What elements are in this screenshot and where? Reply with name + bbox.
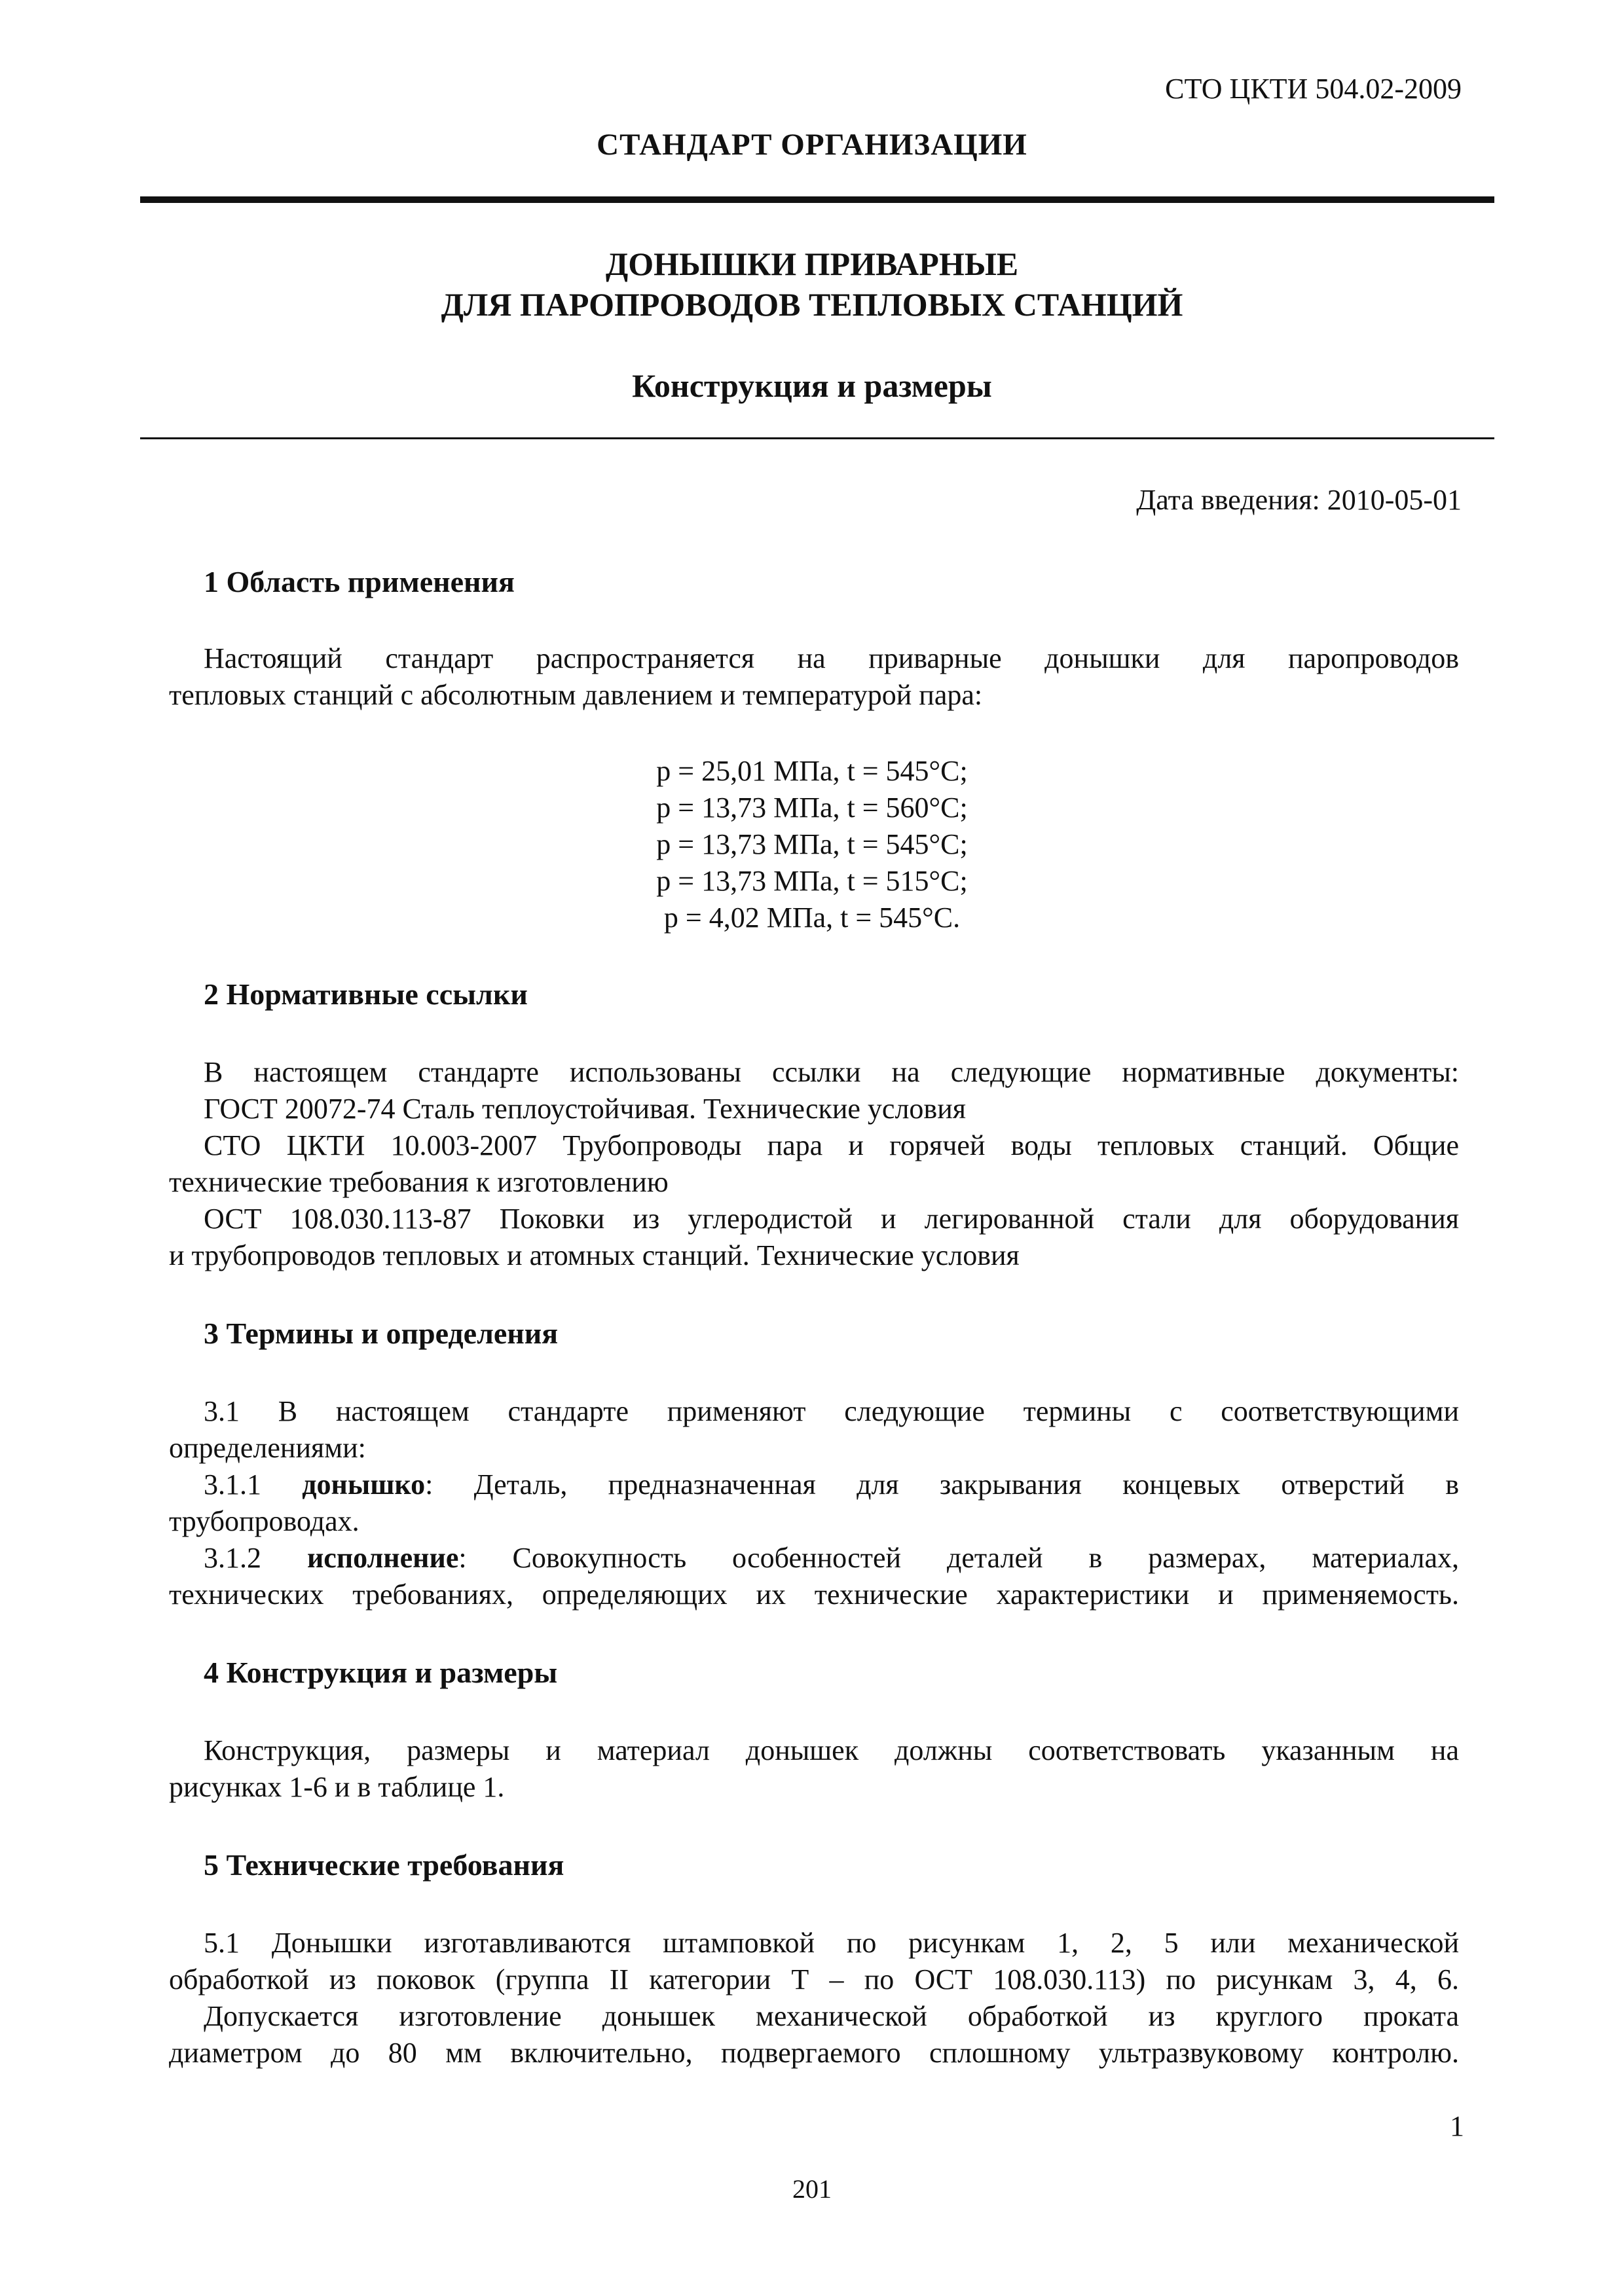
- clause-3-1-1-line-2: трубопроводах.: [169, 1505, 360, 1537]
- clause-5-1-extra-line-2: диаметром до 80 мм включительно, подвергаемого сплошному ультразвуковому контролю.: [169, 2037, 1459, 2069]
- clause-3-1-1-line-1: [204, 1467, 1459, 1503]
- formula-2: p = 13,73 МПа, t = 560°C;: [656, 792, 968, 824]
- clause-3-1-2-line-1: [204, 1540, 1459, 1576]
- formula-4: p = 13,73 МПа, t = 515°C;: [656, 865, 968, 897]
- section-2-intro: В настоящем стандарте использованы ссылки на следующие нормативные документы:: [204, 1056, 1459, 1088]
- document-subtitle: Конструкция и размеры: [632, 367, 992, 404]
- section-4-para-line-1: Конструкция, размеры и материал донышек должны соответствовать указанным на: [204, 1734, 1459, 1766]
- reference-2-line-2: технические требования к изготовлению: [169, 1166, 669, 1198]
- formula-5: p = 4,02 МПа, t = 545°C.: [663, 902, 961, 934]
- header-rule: [140, 196, 1494, 203]
- introduction-date: Дата введения: 2010-05-01: [1136, 484, 1462, 516]
- clause-3-1-1-number: 3.1.1: [204, 1468, 261, 1501]
- formula-3: p = 13,73 МПа, t = 545°C;: [656, 828, 968, 860]
- clause-3-1-line-1: 3.1 В настоящем стандарте применяют следующие термины с соответствующими: [204, 1395, 1459, 1427]
- section-4-heading: 4 Конструкция и размеры: [204, 1656, 558, 1689]
- section-1-heading: 1 Область применения: [204, 565, 515, 598]
- reference-2-line-1: СТО ЦКТИ 10.003-2007 Трубопроводы пара и горячей воды тепловых станций. Общие: [204, 1129, 1459, 1161]
- title-line-1: ДОНЫШКИ ПРИВАРНЫЕ: [605, 246, 1019, 282]
- document-title: [0, 244, 1624, 325]
- title-rule: [140, 437, 1494, 439]
- clause-5-1-line-1: 5.1 Донышки изготавливаются штамповкой по рисункам 1, 2, 5 или механической: [204, 1927, 1459, 1959]
- term-ispolnenie: исполнение: [306, 1542, 459, 1574]
- reference-1: ГОСТ 20072-74 Сталь теплоустойчивая. Технические условия: [204, 1093, 966, 1125]
- section-5-heading: 5 Технические требования: [204, 1848, 564, 1882]
- title-line-2: ДЛЯ ПАРОПРОВОДОВ ТЕПЛОВЫХ СТАНЦИЙ: [441, 286, 1183, 323]
- clause-3-1-2-number: 3.1.2: [204, 1542, 261, 1574]
- section-1-para-line-2: тепловых станций с абсолютным давлением и температурой пара:: [169, 679, 983, 711]
- reference-3-line-1: ОСТ 108.030.113-87 Поковки из углеродистой и легированной стали для оборудования: [204, 1203, 1459, 1235]
- section-3-heading: 3 Термины и определения: [204, 1317, 559, 1350]
- clause-3-1-2-line-2: технических требованиях, определяющих их технические характеристики и применяемость.: [169, 1578, 1459, 1611]
- document-code: СТО ЦКТИ 504.02-2009: [1165, 73, 1462, 105]
- document-kind: СТАНДАРТ ОРГАНИЗАЦИИ: [597, 128, 1027, 162]
- collection-folio: 201: [792, 2174, 832, 2204]
- clause-3-1-line-2: определениями:: [169, 1432, 366, 1464]
- page-number: 1: [1450, 2110, 1464, 2142]
- formula-1: p = 25,01 МПа, t = 545°C;: [656, 755, 968, 787]
- clause-5-1-extra-line-1: Допускается изготовление донышек механической обработкой из круглого проката: [204, 2000, 1459, 2032]
- reference-3-line-2: и трубопроводов тепловых и атомных станций. Технические условия: [169, 1239, 1020, 1271]
- section-4-para-line-2: рисунках 1-6 и в таблице 1.: [169, 1771, 505, 1803]
- clause-5-1-line-2: обработкой из поковок (группа II категории Т – по ОСТ 108.030.113) по рисункам 3, 4, 6.: [169, 1963, 1459, 1995]
- clause-3-1-1-text: : Деталь, предназначенная для закрывания концевых отверстий в: [425, 1468, 1459, 1501]
- clause-3-1-2-text: : Совокупность особенностей деталей в размерах, материалах,: [458, 1542, 1459, 1574]
- section-1-para-line-1: Настоящий стандарт распространяется на приварные донышки для паропроводов: [204, 642, 1459, 674]
- section-2-heading: 2 Нормативные ссылки: [204, 977, 528, 1011]
- term-donyshko: донышко: [302, 1468, 426, 1501]
